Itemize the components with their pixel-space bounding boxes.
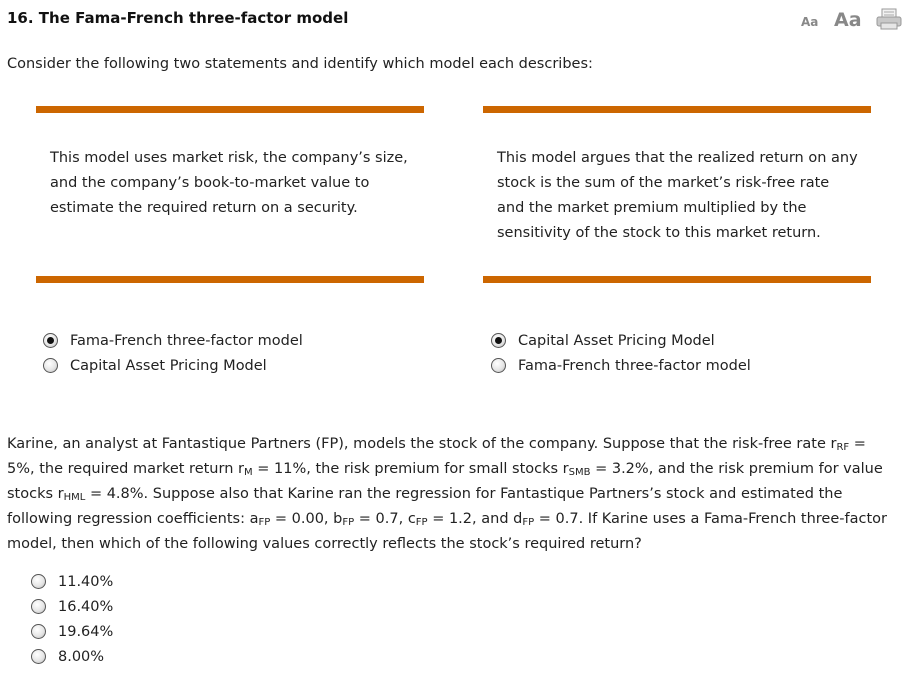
card-top-divider (483, 106, 871, 113)
answer-option[interactable] (31, 594, 113, 619)
instructions: Consider the following two statements and identify which model each describes: (7, 56, 593, 72)
radio-button-selected[interactable] (43, 333, 58, 348)
answer-option[interactable] (31, 644, 113, 669)
option-label: Fama-French three-factor model (518, 357, 751, 374)
radio-button[interactable] (31, 649, 46, 664)
font-size-large-button[interactable]: Aa (834, 9, 862, 31)
radio-button[interactable] (43, 358, 58, 373)
question-text: Karine, an analyst at Fantastique Partners (FP), models the stock of the company. Suppose that the risk-free rate $r_{RF} = 5\%$, the required market return $r_M = 11\%$, the risk premium for small stocks $r_{SMB} = 3.2\%$, and the risk premium for value stocks $r_{HML} = 4.8\%$. Suppose also that Karine ran the regression for Fantastique Partners’s stock and estimated the following regression coefficients: $a_{FP} = 0.00$, $b_{FP} = 0.7$, $c_{FP} = 1.2$, and $d_{FP} = 0.7$. If Karine uses a Fama-French three-factor model, then which of the following values correctly reflects the stock’s required return? (7, 436, 887, 552)
option-label: Capital Asset Pricing Model (70, 357, 267, 374)
question-title: 16. The Fama-French three-factor model (7, 9, 349, 27)
statement-card-2 (483, 106, 871, 284)
toolbar (783, 6, 903, 36)
font-size-small-button[interactable]: Aa (801, 15, 819, 29)
radio-button[interactable] (491, 358, 506, 373)
radio-button[interactable] (31, 574, 46, 589)
answer-label: 11.40% (58, 573, 114, 590)
radio-button[interactable] (31, 599, 46, 614)
statement-1-options (43, 328, 303, 378)
radio-option[interactable] (491, 353, 751, 378)
answer-options (31, 569, 113, 669)
answer-option[interactable] (31, 569, 113, 594)
radio-button[interactable] (31, 624, 46, 639)
radio-option[interactable] (43, 328, 303, 353)
answer-option[interactable] (31, 619, 113, 644)
statement-text: This model argues that the realized return on any stock is the sum of the market’s risk-free rate and the market premium multiplied by the sensitivity of the stock to this market return. (497, 150, 858, 241)
card-bottom-divider (36, 276, 424, 283)
card-top-divider (36, 106, 424, 113)
answer-label: 19.64% (58, 623, 114, 640)
radio-button-selected[interactable] (491, 333, 506, 348)
statement-2-options (491, 328, 751, 378)
option-label: Fama-French three-factor model (70, 332, 303, 349)
statement-text: This model uses market risk, the company’s size, and the company’s book-to-market value to estimate the required return on a security. (50, 150, 408, 216)
statement-card-1 (36, 106, 424, 284)
card-bottom-divider (483, 276, 871, 283)
radio-option[interactable] (491, 328, 751, 353)
radio-option[interactable] (43, 353, 303, 378)
print-icon[interactable] (876, 8, 902, 30)
answer-label: 16.40% (58, 598, 114, 615)
option-label: Capital Asset Pricing Model (518, 332, 715, 349)
answer-label: 8.00% (58, 648, 105, 665)
